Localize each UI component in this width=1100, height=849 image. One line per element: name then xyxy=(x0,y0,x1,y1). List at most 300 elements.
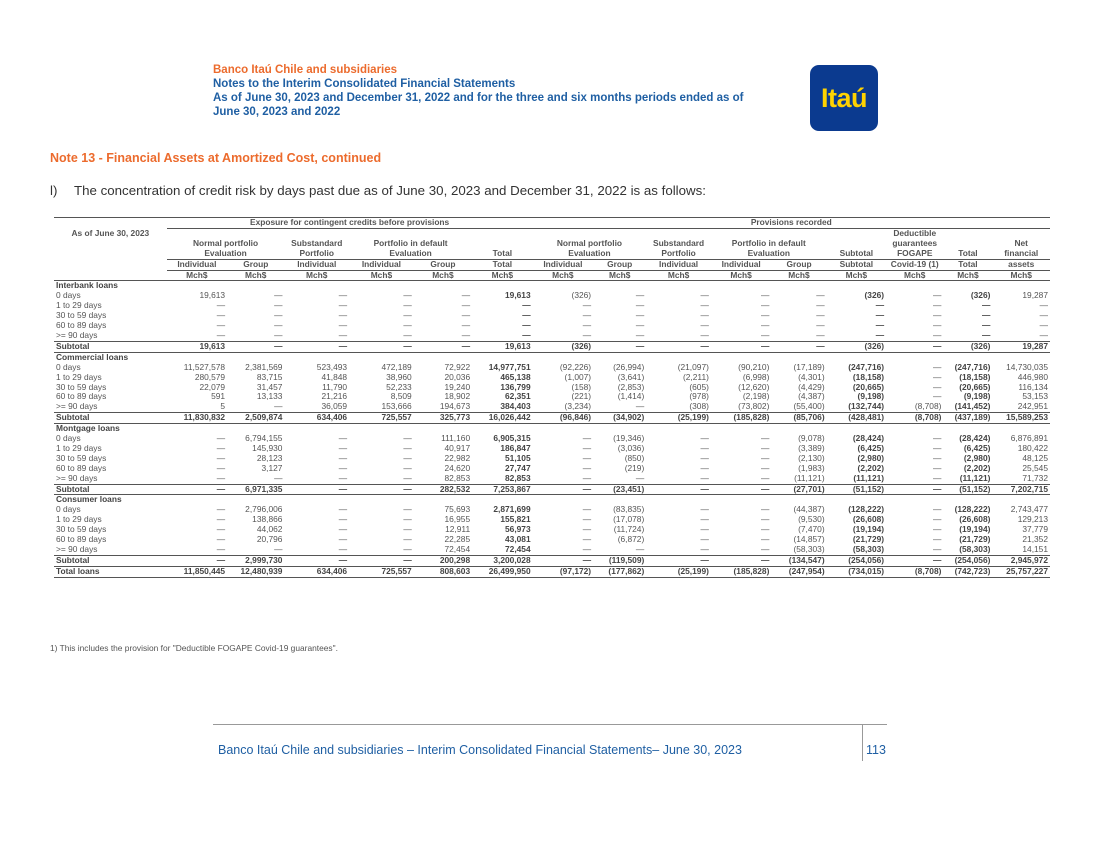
cell-value: (25,199) xyxy=(646,566,711,577)
table-row xyxy=(54,392,1050,402)
cell-value: — xyxy=(711,555,771,566)
cell-value: — xyxy=(338,525,348,535)
row-label: 0 days xyxy=(56,505,81,515)
cell-value: — xyxy=(761,473,770,483)
footer-vertical-divider xyxy=(862,724,863,761)
cell-value: — xyxy=(761,463,770,473)
cell-value: 19,287 xyxy=(1022,291,1048,301)
cell-value: 72,922 xyxy=(444,362,471,372)
cell-value: — xyxy=(1039,311,1048,321)
cell-value: — xyxy=(933,443,942,453)
table-row xyxy=(54,363,1050,373)
cell-value: 6,971,335 xyxy=(227,484,284,495)
cell-value: (3,234) xyxy=(564,402,592,412)
subtotal-row xyxy=(54,484,1050,495)
cell-value: — xyxy=(982,311,991,321)
cell-value: (437,189) xyxy=(943,413,992,424)
cell-value: 48,125 xyxy=(1022,453,1048,463)
cell-value: — xyxy=(461,291,471,301)
cell-value: — xyxy=(635,330,645,340)
row-label: 1 to 29 days xyxy=(56,372,102,382)
cell-value: 22,285 xyxy=(444,535,471,545)
cell-value: 2,871,699 xyxy=(493,505,531,515)
cell-value: — xyxy=(403,434,412,444)
cell-value: — xyxy=(1039,330,1048,340)
cell-value: — xyxy=(338,535,348,545)
row-label: 60 to 89 days xyxy=(56,535,107,545)
row-label: 60 to 89 days xyxy=(56,321,107,331)
cell-value: (4,301) xyxy=(798,372,825,382)
intro-text: The concentration of credit risk by days past due as of June 30, 2023 and December 31, 2022 is as follows: xyxy=(74,183,706,198)
col-total: Total xyxy=(472,259,533,270)
cell-value: 5 xyxy=(220,402,226,412)
cell-value: 242,951 xyxy=(1017,402,1048,412)
cell-value: — xyxy=(635,545,645,554)
cell-value: — xyxy=(700,301,709,311)
col-prov-total: Total xyxy=(943,259,992,270)
cell-value: 37,779 xyxy=(1022,525,1048,535)
col-covid: Covid-19 (1) xyxy=(886,259,943,270)
cell-value: (158) xyxy=(571,382,592,392)
cell-value: (11,121) xyxy=(794,473,825,483)
cell-value: 38,960 xyxy=(386,372,412,382)
cell-value: — xyxy=(700,443,709,453)
cell-value: (742,723) xyxy=(943,566,992,577)
unit-8: Mch$ xyxy=(593,270,646,281)
col-prov-sub-individual: Individual xyxy=(646,259,711,270)
row-label: 30 to 59 days xyxy=(56,525,107,535)
cell-value: 36,059 xyxy=(321,402,348,412)
cell-value: (17,078) xyxy=(613,515,645,525)
cell-value: (92,226) xyxy=(559,362,592,372)
cell-value: — xyxy=(274,402,283,412)
cell-value: — xyxy=(582,545,592,554)
footer-divider xyxy=(213,724,887,725)
row-label: 1 to 29 days xyxy=(56,443,102,453)
row-label: >= 90 days xyxy=(56,473,98,483)
cell-value: 465,138 xyxy=(500,372,531,382)
cell-value: — xyxy=(582,535,592,545)
cell-value: — xyxy=(582,321,592,331)
substandard-header-1: Substandard xyxy=(291,238,343,248)
cell-value: 11,850,445 xyxy=(167,566,227,577)
cell-value: (12,620) xyxy=(738,382,770,392)
cell-value: — xyxy=(635,311,645,321)
row-label: >= 90 days xyxy=(56,545,98,554)
cell-value: — xyxy=(933,525,942,535)
table-row xyxy=(54,545,1050,555)
cell-value: — xyxy=(403,463,412,473)
cell-value: (2,980) xyxy=(857,453,885,463)
cell-value: 725,557 xyxy=(349,413,414,424)
cell-value: (17,189) xyxy=(793,362,825,372)
total-header: Total xyxy=(472,249,533,259)
cell-value: 2,945,972 xyxy=(992,555,1050,566)
cell-value: 27,747 xyxy=(505,463,531,473)
cell-value: — xyxy=(761,301,770,311)
row-label: 30 to 59 days xyxy=(56,311,107,321)
prov-default-header-1: Portfolio in default xyxy=(731,238,806,248)
cell-value: — xyxy=(933,291,942,301)
cell-value: — xyxy=(338,291,348,301)
page-number: 113 xyxy=(866,743,886,757)
cell-value: (2,980) xyxy=(963,453,991,463)
table-row xyxy=(54,454,1050,464)
cell-value: 41,848 xyxy=(321,372,348,382)
cell-value: (8,708) xyxy=(914,402,942,412)
unit-4: Mch$ xyxy=(349,270,414,281)
section-title: Interbank loans xyxy=(56,280,118,291)
cell-value: — xyxy=(982,330,991,340)
section-title: Commercial loans xyxy=(56,352,129,362)
cell-value: — xyxy=(933,453,942,463)
cell-value: (185,828) xyxy=(711,566,771,577)
cell-value: 138,866 xyxy=(252,515,283,525)
cell-value: — xyxy=(216,434,226,444)
cell-value: (21,729) xyxy=(959,535,991,545)
cell-value: (3,036) xyxy=(617,443,645,453)
cell-value: 2,999,730 xyxy=(227,555,284,566)
cell-value: — xyxy=(403,443,412,453)
section-title: Montgage loans xyxy=(56,423,120,434)
cell-value: (2,211) xyxy=(682,372,709,382)
cell-value: (3,641) xyxy=(617,372,645,382)
section-header-row xyxy=(54,352,1050,362)
cell-value: (21,097) xyxy=(677,362,709,372)
default-header-2: Evaluation xyxy=(349,249,472,259)
cell-value: 280,579 xyxy=(194,372,226,382)
row-label: 0 days xyxy=(56,362,81,372)
cell-value: (21,729) xyxy=(852,535,885,545)
cell-value: (28,424) xyxy=(852,434,885,444)
row-label: Subtotal xyxy=(54,555,167,566)
cell-value: — xyxy=(761,525,770,535)
cell-value: (119,509) xyxy=(593,555,646,566)
table-row xyxy=(54,373,1050,383)
section-header-row xyxy=(54,495,1050,505)
cell-value: 7,202,715 xyxy=(992,484,1050,495)
cell-value: — xyxy=(403,525,412,535)
cell-value: — xyxy=(816,321,825,331)
cell-value: (4,429) xyxy=(798,382,825,392)
cell-value: — xyxy=(933,434,942,444)
row-label: >= 90 days xyxy=(56,402,98,412)
cell-value: (85,706) xyxy=(771,413,826,424)
row-label: Subtotal xyxy=(54,413,167,424)
table-row xyxy=(54,301,1050,311)
prov-default-header-2: Evaluation xyxy=(711,249,827,259)
unit-5: Mch$ xyxy=(414,270,472,281)
cell-value: — xyxy=(635,402,645,412)
cell-value: — xyxy=(761,545,770,554)
cell-value: — xyxy=(167,484,227,495)
cell-value: 6,905,315 xyxy=(493,434,531,444)
cell-value: — xyxy=(761,311,770,321)
unit-10: Mch$ xyxy=(711,270,771,281)
cell-value: — xyxy=(886,341,943,352)
cell-value: (247,716) xyxy=(954,362,991,372)
subtotal-row xyxy=(54,341,1050,352)
cell-value: (326) xyxy=(533,341,593,352)
provisions-group-header: Provisions recorded xyxy=(533,218,1050,229)
cell-value: (19,194) xyxy=(959,525,991,535)
cell-value: 194,673 xyxy=(439,402,471,412)
cell-value: (254,056) xyxy=(943,555,992,566)
cell-value: 2,796,006 xyxy=(245,505,283,515)
cell-value: — xyxy=(216,301,226,311)
cell-value: 3,200,028 xyxy=(472,555,533,566)
cell-value: — xyxy=(338,463,348,473)
cell-value: — xyxy=(761,505,770,515)
cell-value: — xyxy=(403,505,412,515)
cell-value: — xyxy=(522,311,531,321)
cell-value: 6,794,155 xyxy=(245,434,283,444)
cell-value: 19,613 xyxy=(472,341,533,352)
cell-value: (326) xyxy=(943,341,992,352)
cell-value: — xyxy=(933,515,942,525)
cell-value: — xyxy=(700,291,709,301)
table-row xyxy=(54,505,1050,515)
cell-value: 82,853 xyxy=(444,473,471,483)
cell-value: 145,930 xyxy=(252,443,283,453)
section-title: Consumer loans xyxy=(56,494,122,505)
cell-value: (1,983) xyxy=(798,463,825,473)
cell-value: (58,303) xyxy=(793,545,825,554)
cell-value: — xyxy=(274,291,283,301)
cell-value: (3,389) xyxy=(798,443,825,453)
cell-value: 14,977,751 xyxy=(488,362,531,372)
cell-value: — xyxy=(700,321,709,331)
cell-value: — xyxy=(933,382,942,392)
cell-value: — xyxy=(933,372,942,382)
cell-value: (177,862) xyxy=(593,566,646,577)
cell-value: 634,406 xyxy=(284,413,349,424)
cell-value: — xyxy=(582,301,592,311)
cell-value: (6,998) xyxy=(742,372,770,382)
unit-6: Mch$ xyxy=(472,270,533,281)
cell-value: 26,499,950 xyxy=(472,566,533,577)
unit-13: Mch$ xyxy=(886,270,943,281)
cell-value: 19,240 xyxy=(444,382,471,392)
cell-value: 14,151 xyxy=(1022,545,1048,554)
unit-12: Mch$ xyxy=(827,270,886,281)
normal-header-1: Normal portfolio xyxy=(192,238,259,248)
cell-value: 523,493 xyxy=(316,362,348,372)
subtotal-row xyxy=(54,555,1050,566)
cell-value: — xyxy=(338,311,348,321)
itau-logo xyxy=(810,65,878,131)
cell-value: — xyxy=(933,392,942,402)
cell-value: — xyxy=(403,453,412,463)
cell-value: 19,613 xyxy=(505,291,531,301)
cell-value: (20,665) xyxy=(852,382,885,392)
cell-value: 282,532 xyxy=(414,484,472,495)
cell-value: — xyxy=(700,463,709,473)
cell-value: (25,199) xyxy=(646,413,711,424)
cell-value: (247,954) xyxy=(771,566,826,577)
cell-value: — xyxy=(761,330,770,340)
cell-value: — xyxy=(582,330,592,340)
cell-value: — xyxy=(700,330,709,340)
cell-value: 14,730,035 xyxy=(1006,362,1048,372)
cell-value: (55,400) xyxy=(793,402,825,412)
cell-value: (18,158) xyxy=(852,372,885,382)
cell-value: — xyxy=(338,545,348,554)
cell-value: — xyxy=(284,341,349,352)
cell-value: — xyxy=(933,473,942,483)
table-row xyxy=(54,291,1050,301)
cell-value: (308) xyxy=(689,402,709,412)
cell-value: 15,589,253 xyxy=(992,413,1050,424)
cell-value: (247,716) xyxy=(848,362,885,372)
cell-value: 31,457 xyxy=(256,382,283,392)
cell-value: — xyxy=(700,545,709,554)
cell-value: — xyxy=(875,311,885,321)
cell-value: — xyxy=(403,473,412,483)
cell-value: — xyxy=(875,330,885,340)
cell-value: — xyxy=(700,434,709,444)
cell-value: — xyxy=(933,362,942,372)
cell-value: — xyxy=(816,301,825,311)
row-label: 30 to 59 days xyxy=(56,453,107,463)
cell-value: 180,422 xyxy=(1017,443,1048,453)
cell-value: (254,056) xyxy=(827,555,886,566)
cell-value: — xyxy=(933,505,942,515)
cell-value: (23,451) xyxy=(593,484,646,495)
cell-value: — xyxy=(771,341,826,352)
section-header-row xyxy=(54,281,1050,291)
cell-value: (6,425) xyxy=(857,443,885,453)
cell-value: — xyxy=(635,291,645,301)
cell-value: — xyxy=(338,453,348,463)
row-label: >= 90 days xyxy=(56,330,98,340)
cell-value: — xyxy=(761,321,770,331)
cell-value: 808,603 xyxy=(414,566,472,577)
cell-value: (73,802) xyxy=(738,402,770,412)
cell-value: (8,708) xyxy=(886,413,943,424)
cell-value: — xyxy=(403,301,412,311)
cell-value: — xyxy=(582,434,592,444)
cell-value: 28,123 xyxy=(256,453,283,463)
cell-value: — xyxy=(461,311,471,321)
cell-value: (2,202) xyxy=(963,463,991,473)
table-row xyxy=(54,383,1050,393)
cell-value: — xyxy=(933,535,942,545)
cell-value: 19,613 xyxy=(199,291,226,301)
cell-value: (9,530) xyxy=(798,515,825,525)
cell-value: 43,081 xyxy=(505,535,531,545)
cell-value: — xyxy=(886,555,943,566)
cell-value: — xyxy=(403,545,412,554)
cell-value: — xyxy=(167,555,227,566)
cell-value: — xyxy=(216,453,226,463)
cell-value: (326) xyxy=(970,291,991,301)
cell-value: — xyxy=(646,555,711,566)
cell-value: — xyxy=(533,484,593,495)
cell-value: — xyxy=(646,341,711,352)
cell-value: — xyxy=(700,473,709,483)
table-row xyxy=(54,464,1050,474)
logo-text: Itaú xyxy=(820,82,867,113)
cell-value: — xyxy=(816,291,825,301)
cell-value: — xyxy=(635,321,645,331)
cell-value: 111,160 xyxy=(441,434,471,444)
cell-value: 11,790 xyxy=(322,382,348,392)
cell-value: 2,381,569 xyxy=(245,362,283,372)
default-header-1: Portfolio in default xyxy=(373,238,448,248)
cell-value: 16,955 xyxy=(444,515,471,525)
cell-value: 72,454 xyxy=(505,545,531,554)
unit-11: Mch$ xyxy=(771,270,826,281)
unit-7: Mch$ xyxy=(533,270,593,281)
cell-value: 51,105 xyxy=(505,453,531,463)
cell-value: 25,757,227 xyxy=(992,566,1050,577)
cell-value: — xyxy=(875,301,885,311)
prov-substandard-header-2: Portfolio xyxy=(646,249,711,259)
cell-value: — xyxy=(933,301,942,311)
cell-value: (6,425) xyxy=(963,443,991,453)
row-label: 0 days xyxy=(56,434,81,444)
cell-value: (19,346) xyxy=(613,434,645,444)
cell-value: — xyxy=(349,341,414,352)
intro-label: l) xyxy=(50,183,58,198)
cell-value: (428,481) xyxy=(827,413,886,424)
cell-value: (27,701) xyxy=(771,484,826,495)
cell-value: — xyxy=(522,301,531,311)
unit-2: Mch$ xyxy=(227,270,284,281)
cell-value: — xyxy=(582,463,592,473)
cell-value: — xyxy=(284,555,349,566)
cell-value: — xyxy=(216,535,226,545)
cell-value: 71,732 xyxy=(1022,473,1048,483)
cell-value: — xyxy=(403,515,412,525)
cell-value: — xyxy=(700,515,709,525)
cell-value: (26,608) xyxy=(959,515,991,525)
cell-value: (8,708) xyxy=(886,566,943,577)
cell-value: 19,287 xyxy=(992,341,1050,352)
section-header-row xyxy=(54,424,1050,434)
cell-value: (2,853) xyxy=(617,382,645,392)
cell-value: 21,216 xyxy=(321,392,348,402)
cell-value: 18,902 xyxy=(444,392,471,402)
cell-value: 16,026,442 xyxy=(472,413,533,424)
company-name: Banco Itaú Chile and subsidiaries xyxy=(213,64,398,76)
cell-value: — xyxy=(635,473,645,483)
header-line-4: June 30, 2023 and 2022 xyxy=(213,106,341,118)
net-header-2: financial xyxy=(992,249,1050,259)
cell-value: 7,253,867 xyxy=(472,484,533,495)
cell-value: (20,665) xyxy=(959,382,991,392)
cell-value: (97,172) xyxy=(533,566,593,577)
cell-value: (1,007) xyxy=(564,372,592,382)
cell-value: — xyxy=(582,505,592,515)
cell-value: 6,876,891 xyxy=(1010,434,1048,444)
cell-value: 52,233 xyxy=(386,382,412,392)
table-body xyxy=(54,281,1050,577)
cell-value: 3,127 xyxy=(261,463,283,473)
cell-value: 634,406 xyxy=(284,566,349,577)
substandard-header-2: Portfolio xyxy=(284,249,349,259)
cell-value: (90,210) xyxy=(738,362,770,372)
cell-value: — xyxy=(216,330,226,340)
cell-value: 12,480,939 xyxy=(227,566,284,577)
cell-value: (850) xyxy=(624,453,645,463)
cell-value: — xyxy=(403,535,412,545)
col-sub-individual: Individual xyxy=(284,259,349,270)
intro-paragraph xyxy=(50,183,706,198)
cell-value: — xyxy=(582,311,592,321)
cell-value: (28,424) xyxy=(959,434,991,444)
